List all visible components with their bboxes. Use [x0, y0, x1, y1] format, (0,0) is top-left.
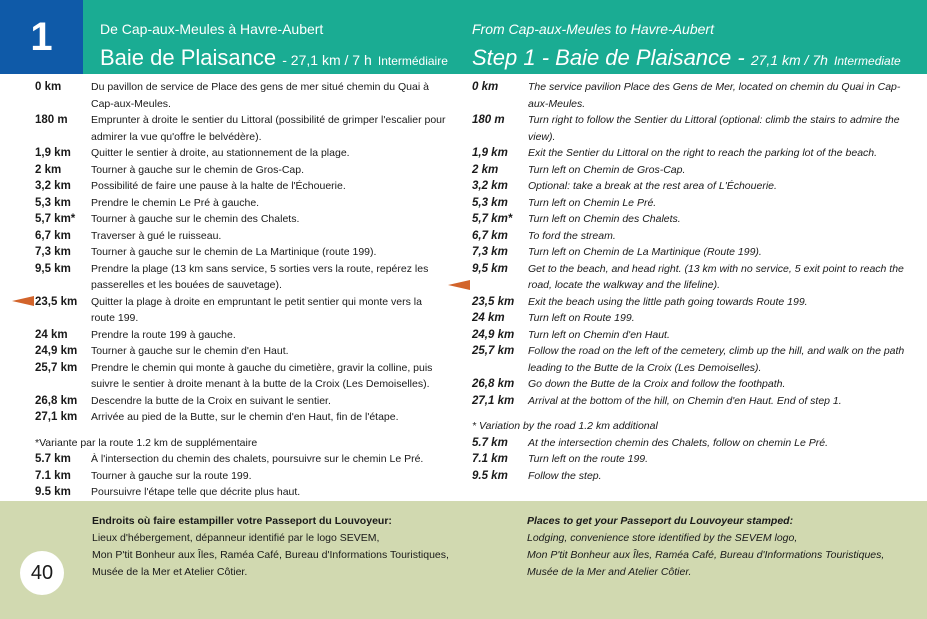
direction-text: Tourner à gauche sur le chemin d'en Haut.: [91, 345, 289, 357]
distance-marker: 23,5 km: [35, 295, 78, 308]
direction-text: Go down the Butte de la Croix and follow the foothpath.: [528, 378, 786, 390]
distance-marker: 7.1 km: [35, 469, 71, 482]
distance-marker: 5.7 km: [472, 436, 508, 449]
distance-marker: 6,7 km: [472, 229, 508, 242]
direction-text: The service pavilion Place des Gens de Mer, located on chemin du Quai in Cap-aux-Meules.: [528, 81, 901, 110]
itinerary-row: [35, 162, 447, 179]
en-subtitle: From Cap-aux-Meules to Havre-Aubert: [472, 21, 714, 37]
distance-marker: 25,7 km: [35, 361, 78, 374]
spacer: [35, 426, 447, 435]
en-stamp-places: [527, 513, 884, 581]
direction-text: Follow the step.: [528, 469, 602, 482]
direction-text: Prendre la route 199 à gauche.: [91, 328, 236, 341]
direction-text: Exit the Sentier du Littoral on the right to reach the parking lot of the beach.: [528, 147, 878, 159]
direction-text: Follow the road on the left of the cemetery, climb up the hill, and walk on the path leading to the Butte de la Croix (Les Demoiselles).: [528, 345, 905, 374]
fr-itinerary: [35, 79, 447, 501]
en-title: [472, 45, 901, 71]
direction-text: Turn left on Chemin d'en Haut.: [528, 328, 670, 341]
en-title-level: Intermediate: [834, 54, 901, 68]
itinerary-row: [35, 228, 447, 245]
distance-marker: 5,3 km: [35, 196, 71, 209]
en-itinerary: [472, 79, 912, 484]
itinerary-row: [472, 310, 912, 327]
page-number: 40: [20, 551, 64, 595]
distance-marker: 7,3 km: [35, 246, 71, 258]
distance-marker: 9.5 km: [472, 469, 508, 482]
itinerary-row: [35, 409, 447, 426]
direction-text: To ford the stream.: [528, 229, 616, 242]
direction-text: Traverser à gué le ruisseau.: [91, 229, 222, 242]
direction-text: Turn left on Route 199.: [528, 312, 635, 324]
distance-marker: 24,9 km: [35, 345, 78, 357]
itinerary-row: [35, 393, 447, 410]
distance-marker: 3,2 km: [472, 180, 508, 192]
itinerary-row: [35, 484, 447, 501]
itinerary-row: [35, 244, 447, 261]
distance-marker: 1,9 km: [35, 147, 71, 159]
distance-marker: 9.5 km: [35, 486, 71, 498]
itinerary-row: [472, 145, 912, 162]
footer-band: [0, 501, 927, 619]
en-title-name: Step 1 - Baie de Plaisance -: [472, 45, 745, 70]
fr-footer-title: Endroits où faire estampiller votre Passeport du Louvoyeur:: [92, 515, 392, 527]
distance-marker: 3,2 km: [35, 180, 71, 192]
itinerary-row: [472, 451, 912, 468]
distance-marker: 9,5 km: [472, 262, 508, 275]
itinerary-row: [472, 244, 912, 261]
itinerary-row: [35, 79, 447, 112]
fr-footer-line: Mon P'tit Bonheur aux Îles, Raméa Café, Bureau d'Informations Touristiques,: [92, 549, 449, 561]
direction-text: Arrivée au pied de la Butte, sur le chemin d'en Haut, fin de l'étape.: [91, 411, 399, 423]
itinerary-row: [472, 162, 912, 179]
itinerary-row: [472, 327, 912, 344]
fr-title-name: Baie de Plaisance: [100, 45, 277, 70]
distance-marker: 26,8 km: [472, 378, 515, 390]
itinerary-row: [35, 195, 447, 212]
distance-marker: 180 m: [472, 114, 505, 126]
itinerary-row: [35, 178, 447, 195]
fr-title: [100, 45, 448, 71]
direction-text: Descendre la butte de la Croix en suivant le sentier.: [91, 394, 331, 407]
distance-marker: 25,7 km: [472, 345, 515, 357]
distance-marker: 9,5 km: [35, 262, 71, 275]
distance-marker: 27,1 km: [35, 411, 78, 423]
variant-note: *Variante par la route 1.2 km de supplémentaire: [35, 436, 258, 449]
direction-text: Prendre le chemin Le Pré à gauche.: [91, 196, 260, 209]
itinerary-row: [472, 178, 912, 195]
distance-marker: 23,5 km: [472, 295, 515, 308]
distance-marker: 7.1 km: [472, 453, 508, 465]
direction-text: Du pavillon de service de Place des gens de mer situé chemin du Quai à Cap-aux-Meules.: [91, 81, 429, 110]
itinerary-row: [472, 261, 912, 294]
direction-text: Turn right to follow the Sentier du Littoral (optional: climb the stairs to admire the view).: [528, 114, 900, 143]
fr-stamp-places: [92, 513, 449, 581]
fr-title-level: Intermédiaire: [377, 54, 448, 68]
en-footer-line: Mon P'tit Bonheur aux Îles, Raméa Café, Bureau d'Informations Touristiques,: [527, 549, 885, 561]
direction-text: Tourner à gauche sur le chemin des Chalets.: [91, 213, 300, 225]
distance-marker: 2 km: [35, 163, 62, 176]
fr-title-meta: - 27,1 km / 7 h: [282, 52, 372, 68]
direction-text: Get to the beach, and head right. (13 km with no service, 5 exit point to reach the road, locate the walkway and the lifeline).: [528, 262, 904, 291]
itinerary-row: [472, 294, 912, 311]
direction-text: Arrival at the bottom of the hill, on Chemin d'en Haut. End of step 1.: [528, 394, 842, 407]
direction-text: Quitter le sentier à droite, au stationnement de la plage.: [91, 147, 350, 159]
itinerary-row: [35, 145, 447, 162]
distance-marker: 5,3 km: [472, 196, 508, 209]
itinerary-row: [472, 211, 912, 228]
distance-marker: 5,7 km*: [35, 213, 76, 225]
itinerary-row: [35, 360, 447, 393]
itinerary-row: [35, 261, 447, 294]
en-title-meta: 27,1 km / 7h: [750, 52, 828, 68]
distance-marker: 7,3 km: [472, 246, 508, 258]
fr-footer-line: Lieux d'hébergement, dépanneur identifié par le logo SEVEM,: [92, 532, 380, 544]
direction-text: At the intersection chemin des Chalets, follow on chemin Le Pré.: [528, 436, 828, 449]
itinerary-row: [35, 343, 447, 360]
distance-marker: 24 km: [35, 328, 68, 341]
direction-text: Poursuivre l'étape telle que décrite plus haut.: [91, 486, 301, 498]
distance-marker: 5.7 km: [35, 453, 71, 465]
direction-text: Optional: take a break at the rest area of L'Échouerie.: [528, 180, 777, 192]
itinerary-row: [472, 79, 912, 112]
en-footer-title: Places to get your Passeport du Louvoyeur stamped:: [527, 515, 794, 527]
distance-marker: 6,7 km: [35, 229, 71, 242]
distance-marker: 2 km: [472, 163, 499, 176]
direction-text: Tourner à gauche sur le chemin de Gros-Cap.: [91, 163, 305, 176]
itinerary-row: [472, 376, 912, 393]
itinerary-row: [472, 112, 912, 145]
itinerary-row: [35, 211, 447, 228]
itinerary-row: [472, 228, 912, 245]
itinerary-row: [472, 468, 912, 485]
itinerary-row: [35, 294, 447, 327]
itinerary-row: [472, 435, 912, 452]
distance-marker: 5,7 km*: [472, 213, 513, 225]
direction-text: À l'intersection du chemin des chalets, poursuivre sur le chemin Le Pré.: [91, 453, 424, 465]
direction-text: Turn left on Chemin des Chalets.: [528, 213, 681, 225]
itinerary-row: [35, 451, 447, 468]
direction-text: Prendre la plage (13 km sans service, 5 sorties vers la route, repérez les passerelles et les bouées de sauvetage).: [91, 262, 429, 291]
itinerary-row: [35, 468, 447, 485]
direction-text: Possibilité de faire une pause à la halte de l'Échouerie.: [91, 180, 346, 192]
en-footer-line: Lodging, convenience store identified by the SEVEM logo,: [527, 532, 798, 544]
itinerary-row: [35, 112, 447, 145]
itinerary-row: [472, 343, 912, 376]
fr-footer-line: Musée de la Mer et Atelier Côtier.: [92, 566, 248, 578]
direction-text: Turn left on Chemin de La Martinique (Route 199).: [528, 246, 762, 258]
orange-flag-icon: [448, 280, 470, 290]
direction-text: Turn left on Chemin de Gros-Cap.: [528, 163, 686, 176]
direction-text: Turn left on Chemin Le Pré.: [528, 196, 657, 209]
distance-marker: 24 km: [472, 312, 505, 324]
distance-marker: 180 m: [35, 114, 68, 126]
distance-marker: 24,9 km: [472, 328, 515, 341]
fr-subtitle: De Cap-aux-Meules à Havre-Aubert: [100, 21, 324, 37]
orange-flag-icon: [12, 296, 34, 306]
step-number-badge: 1: [0, 0, 83, 74]
direction-text: Exit the beach using the little path going towards Route 199.: [528, 295, 808, 308]
direction-text: Turn left on the route 199.: [528, 453, 649, 465]
direction-text: Quitter la plage à droite en empruntant le petit sentier qui monte vers la route 199.: [91, 295, 422, 324]
itinerary-row: [35, 327, 447, 344]
itinerary-row: [472, 393, 912, 410]
direction-text: Prendre le chemin qui monte à gauche du cimetière, gravir la colline, puis suivre le sentier à droite menant à la butte de la Croix (Les Demoiselles).: [91, 361, 433, 390]
direction-text: Tourner à gauche sur la route 199.: [91, 469, 252, 482]
distance-marker: 26,8 km: [35, 394, 78, 407]
direction-text: Tourner à gauche sur le chemin de La Martinique (route 199).: [91, 246, 377, 258]
distance-marker: 1,9 km: [472, 147, 508, 159]
spacer: [472, 409, 912, 418]
en-footer-line: Musée de la Mer and Atelier Côtier.: [527, 566, 692, 578]
itinerary-row: [472, 195, 912, 212]
direction-text: Emprunter à droite le sentier du Littoral (possibilité de grimper l'escalier pour admirer la vue qu'offre le belvédère).: [91, 114, 446, 143]
variant-note: * Variation by the road 1.2 km additional: [472, 420, 658, 432]
distance-marker: 0 km: [472, 81, 499, 93]
distance-marker: 27,1 km: [472, 394, 515, 407]
distance-marker: 0 km: [35, 81, 62, 93]
